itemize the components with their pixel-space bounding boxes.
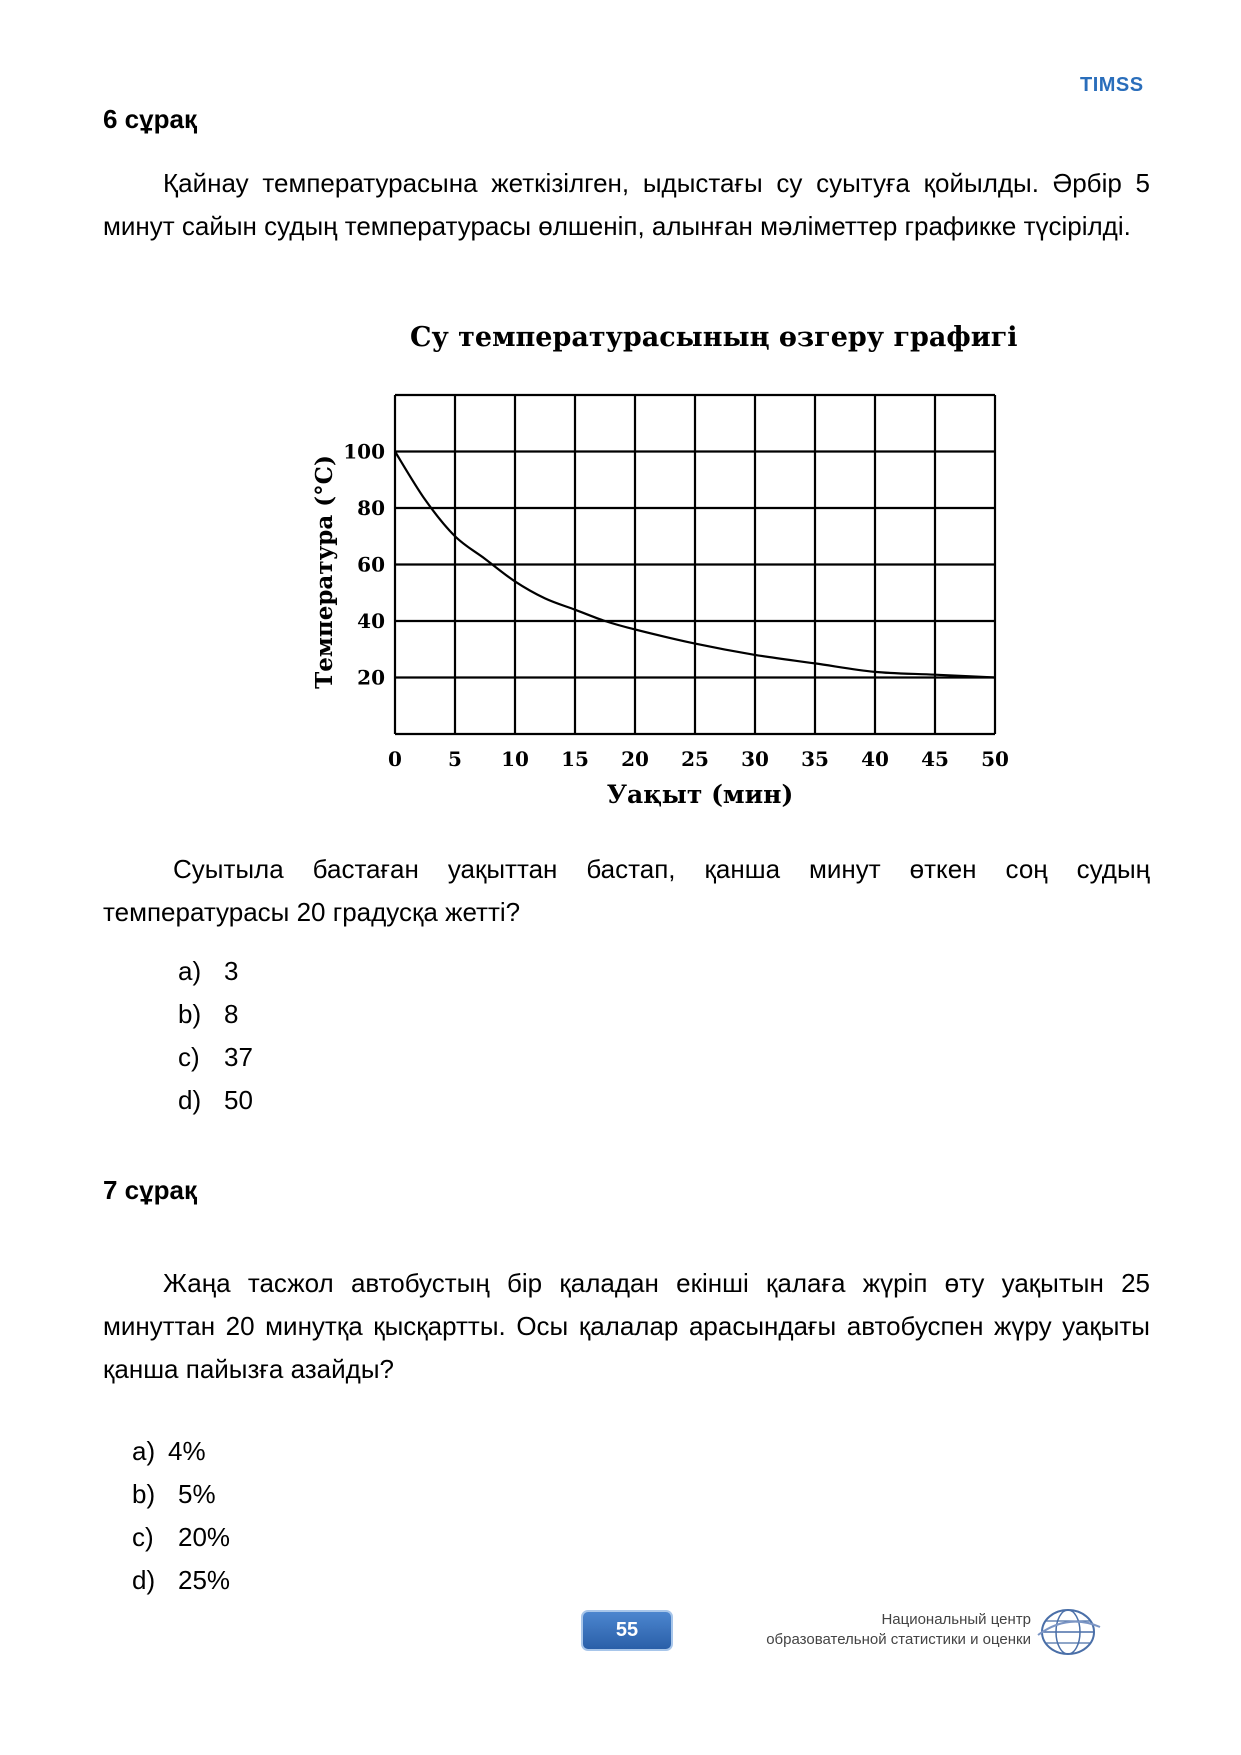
temperature-chart [290,385,1030,825]
y-tick-label: 100 [343,439,385,464]
chart-title: Су температурасының өзгеру графигі [410,322,1018,353]
x-tick-label: 40 [861,747,889,771]
x-tick-label: 20 [621,747,649,771]
x-tick-label: 35 [801,747,829,771]
x-tick-label: 10 [501,747,529,771]
x-tick-label: 25 [681,747,709,771]
x-tick-label: 30 [741,747,769,771]
question-6-prompt-content: Суытыла бастаған уақыттан бастап, қанша минут өткен соң судың температурасы 20 градусқа жетті? [103,854,1150,927]
y-tick-label: 60 [357,552,385,577]
option-c[interactable]: c) 20% [132,1522,231,1552]
option-d[interactable]: d) 25% [132,1565,231,1595]
y-axis-label: Температура (°C) [311,455,338,689]
y-tick-label: 20 [357,665,385,690]
option-d[interactable]: d) 50 [178,1085,253,1115]
y-tick-labels [343,440,385,690]
y-tick-label: 80 [357,496,385,520]
x-tick-label: 15 [561,747,589,771]
question-6-title: 6 сұрақ [103,104,197,134]
footer-org-line1: Национальный центр [881,1611,1031,1628]
question-6-prompt [103,848,1150,934]
option-a[interactable]: a) 4% [132,1436,206,1466]
footer-organization [701,1610,1031,1650]
question-7-title: 7 сұрақ [103,1175,197,1205]
option-b[interactable]: b) 5% [132,1479,216,1509]
option-a[interactable]: a) 3 [178,956,239,986]
question-7-text [103,1262,1150,1391]
option-b[interactable]: b) 8 [178,999,239,1029]
chart-grid [395,395,995,734]
header-tag: TIMSS [1080,74,1144,96]
question-6-text [103,162,1150,248]
page-number: 55 [581,1610,673,1651]
x-tick-label: 5 [448,747,462,771]
question-6-options [178,950,253,1122]
question-7-text-content: Жаңа тасжол автобустың бір қаладан екінші қалаға жүріп өту уақытын 25 минуттан 20 минутқа қысқартты. Осы қалалар арасындағы автобуспен жүру уақыты қанша пайызға азайды? [103,1268,1150,1384]
footer-org-line2: образовательной статистики и оценки [766,1631,1031,1648]
option-c[interactable]: c) 37 [178,1042,253,1072]
x-tick-labels [388,747,1009,771]
y-tick-label: 40 [357,609,385,633]
x-tick-label: 50 [981,747,1009,771]
x-axis-label: Уақыт (мин) [606,780,794,809]
globe-logo-icon [1036,1605,1102,1659]
question-6-text-content: Қайнау температурасына жеткізілген, ыдыстағы су суытуға қойылды. Әрбір 5 минут сайын судың температурасы өлшеніп, алынған мәліметтер графикке түсірілді. [103,168,1150,241]
x-tick-label: 45 [921,747,949,771]
question-7-options [132,1430,230,1602]
x-tick-label: 0 [388,747,402,771]
